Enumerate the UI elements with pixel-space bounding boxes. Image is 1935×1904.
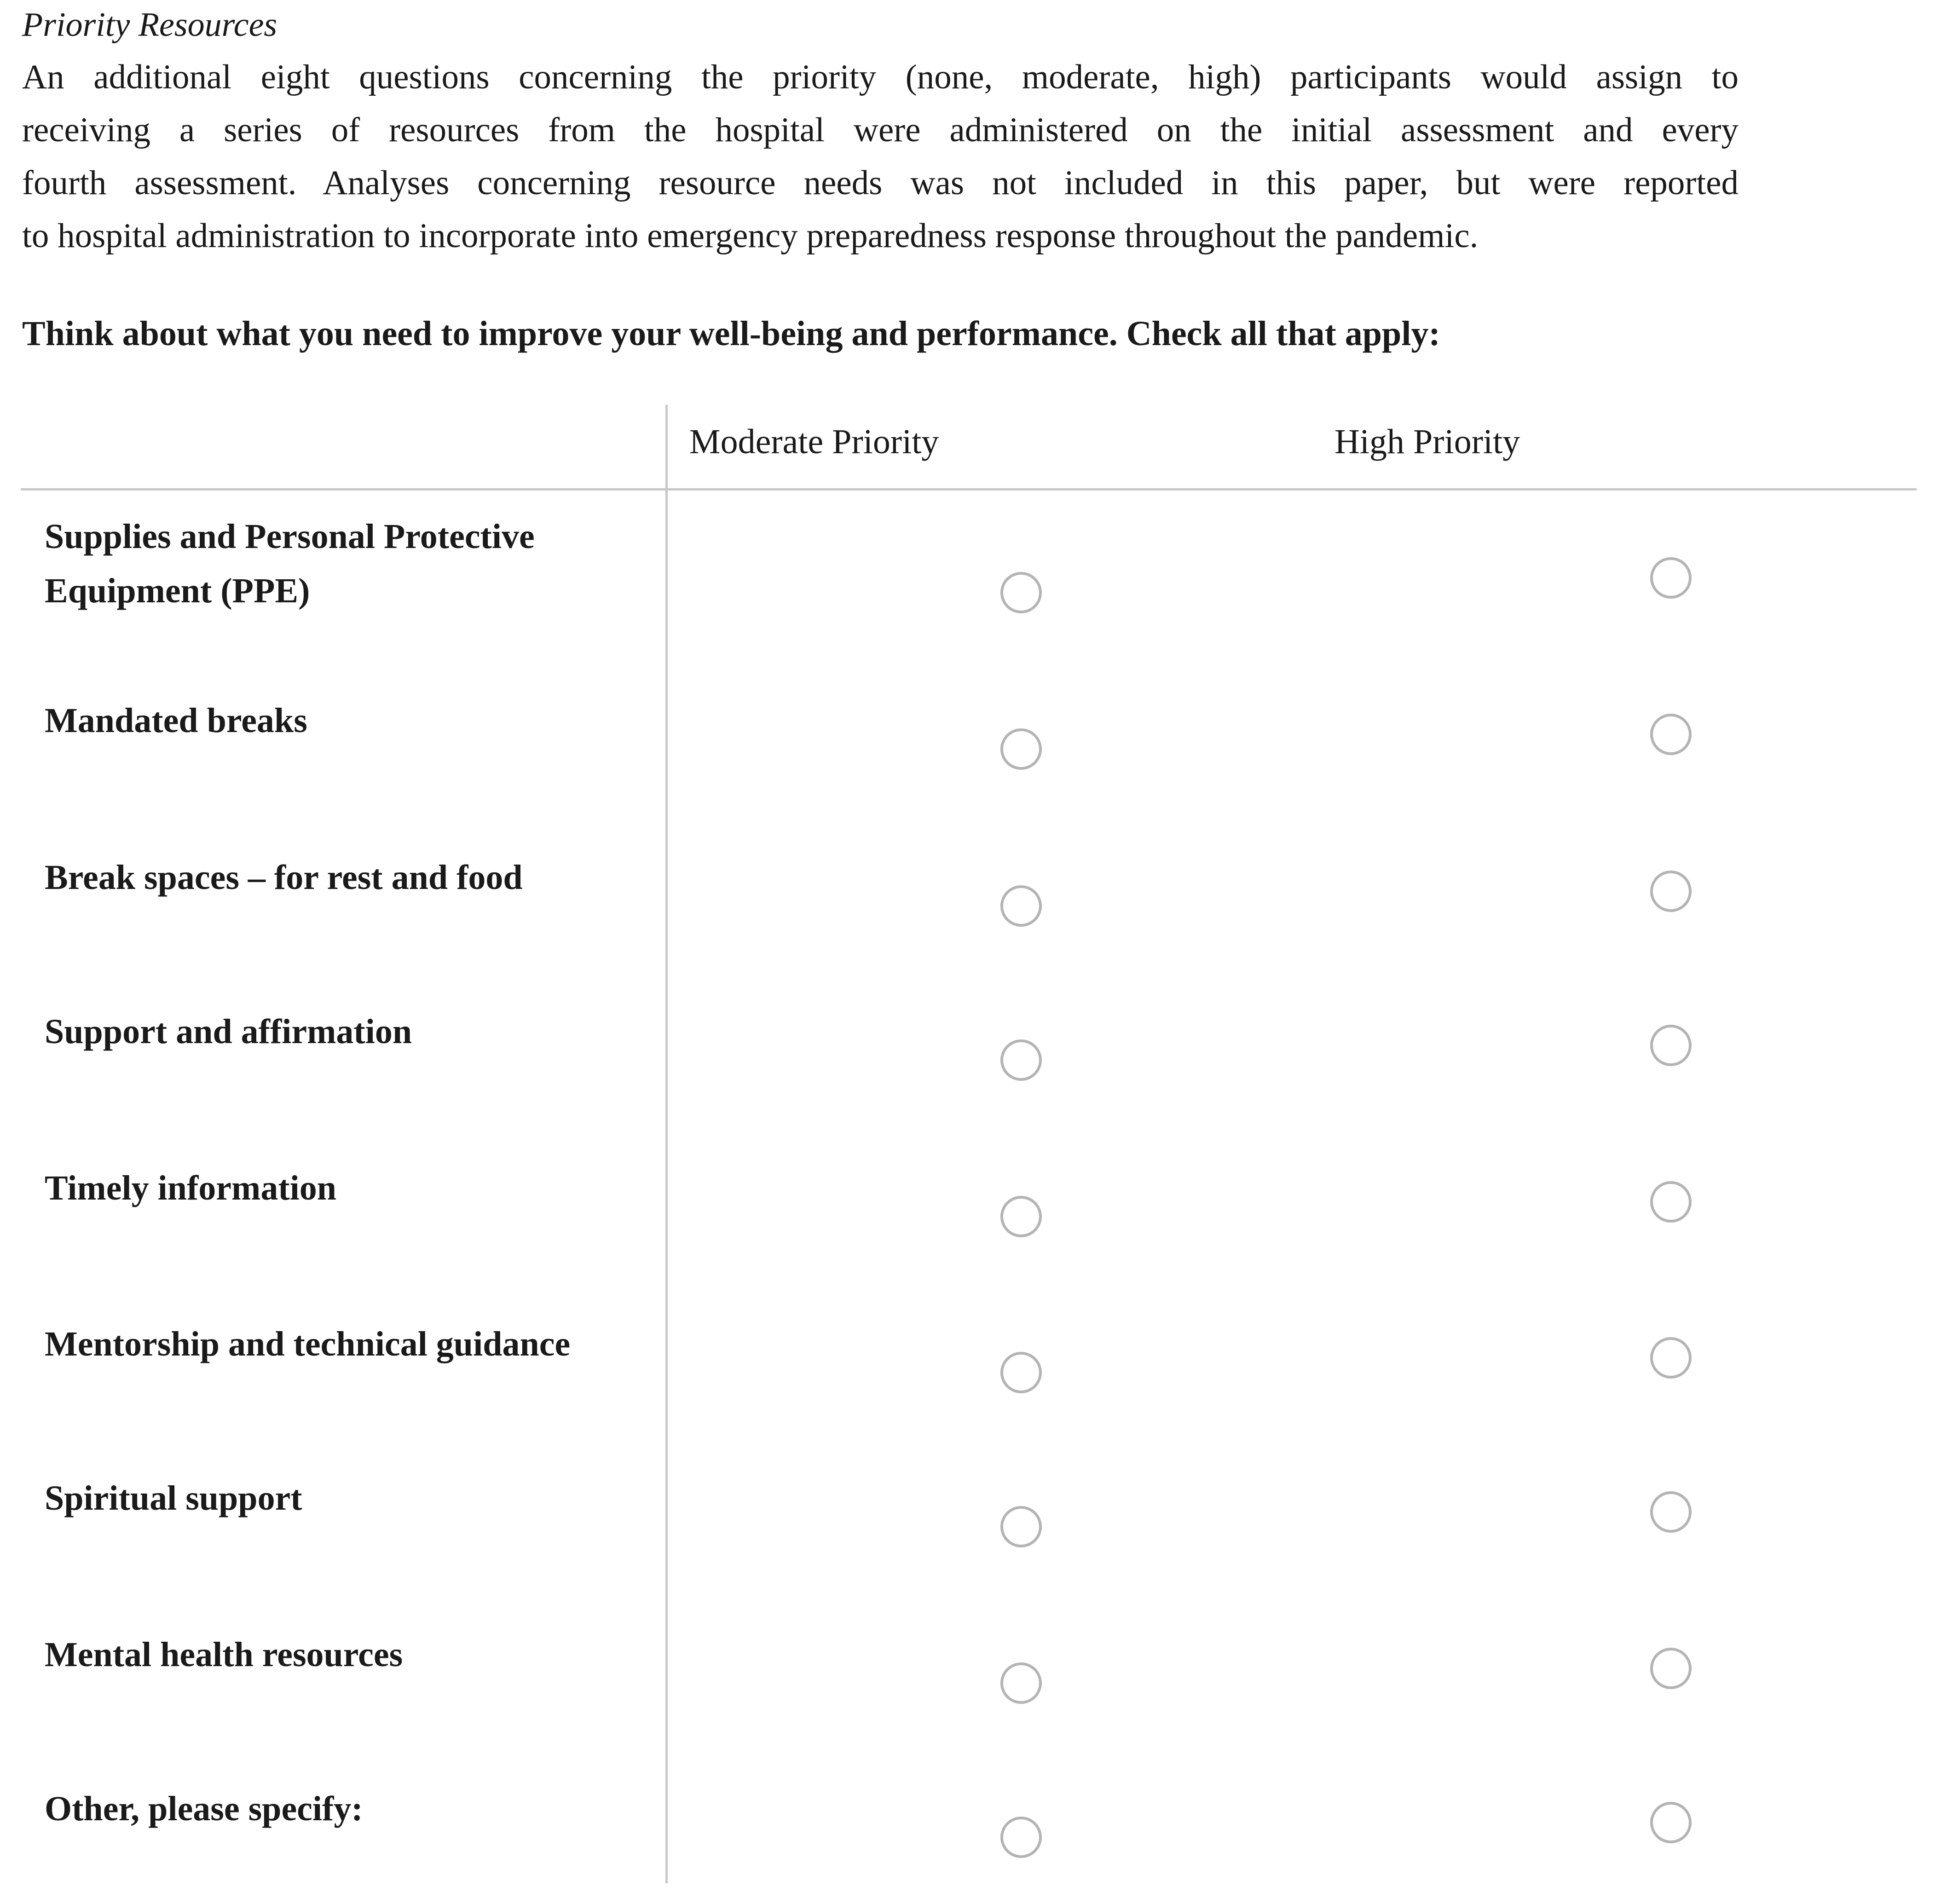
radio-supplies-ppe-high[interactable] bbox=[1650, 557, 1692, 599]
radio-timely-information-high[interactable] bbox=[1650, 1181, 1692, 1223]
radio-other-high[interactable] bbox=[1650, 1802, 1692, 1843]
row-label-mental-health: Mental health resources bbox=[45, 1635, 403, 1674]
radio-break-spaces-high[interactable] bbox=[1650, 871, 1692, 912]
section-title: Priority Resources bbox=[22, 6, 277, 44]
radio-mentorship-high[interactable] bbox=[1650, 1337, 1692, 1379]
radio-break-spaces-moderate[interactable] bbox=[1000, 885, 1042, 927]
column-header-moderate-priority: Moderate Priority bbox=[689, 422, 939, 461]
radio-supplies-ppe-moderate[interactable] bbox=[1000, 572, 1042, 613]
row-label-spiritual-support: Spiritual support bbox=[45, 1479, 302, 1517]
row-label-timely-information: Timely information bbox=[45, 1169, 337, 1207]
radio-mental-health-high[interactable] bbox=[1650, 1648, 1692, 1689]
row-label-supplies-ppe: Supplies and Personal Protective Equipment (PPE) bbox=[45, 517, 535, 610]
radio-spiritual-support-high[interactable] bbox=[1650, 1491, 1692, 1533]
column-header-high-priority: High Priority bbox=[1334, 422, 1520, 461]
radio-spiritual-support-moderate[interactable] bbox=[1000, 1506, 1042, 1547]
table-column-divider bbox=[665, 405, 668, 1883]
table-header-divider bbox=[21, 488, 1917, 490]
radio-timely-information-moderate[interactable] bbox=[1000, 1196, 1042, 1237]
row-label-other: Other, please specify: bbox=[45, 1789, 363, 1828]
row-label-mandated-breaks: Mandated breaks bbox=[45, 701, 307, 740]
description-paragraph bbox=[22, 51, 1739, 262]
radio-other-moderate[interactable] bbox=[1000, 1817, 1042, 1858]
question-instruction: Think about what you need to improve your well-being and performance. Check all that apply: bbox=[22, 314, 1440, 353]
radio-support-affirmation-moderate[interactable] bbox=[1000, 1039, 1042, 1081]
row-label-support-affirmation: Support and affirmation bbox=[45, 1012, 412, 1051]
radio-mandated-breaks-high[interactable] bbox=[1650, 714, 1692, 755]
radio-mental-health-moderate[interactable] bbox=[1000, 1662, 1042, 1704]
paragraph-line: to hospital administration to incorporate into emergency preparedness response throughout the pandemic. bbox=[22, 217, 1479, 255]
radio-mandated-breaks-moderate[interactable] bbox=[1000, 728, 1042, 770]
paragraph-line: fourth assessment. Analyses concerning resource needs was not included in this paper, but were reported bbox=[22, 164, 1739, 202]
paragraph-line: An additional eight questions concerning the priority (none, moderate, high) participants would assign to bbox=[22, 58, 1739, 96]
row-label-break-spaces: Break spaces – for rest and food bbox=[45, 858, 523, 897]
row-label-mentorship: Mentorship and technical guidance bbox=[45, 1325, 571, 1363]
radio-support-affirmation-high[interactable] bbox=[1650, 1025, 1692, 1066]
radio-mentorship-moderate[interactable] bbox=[1000, 1352, 1042, 1393]
paragraph-line: receiving a series of resources from the hospital were administered on the initial assessment and every bbox=[22, 111, 1739, 149]
